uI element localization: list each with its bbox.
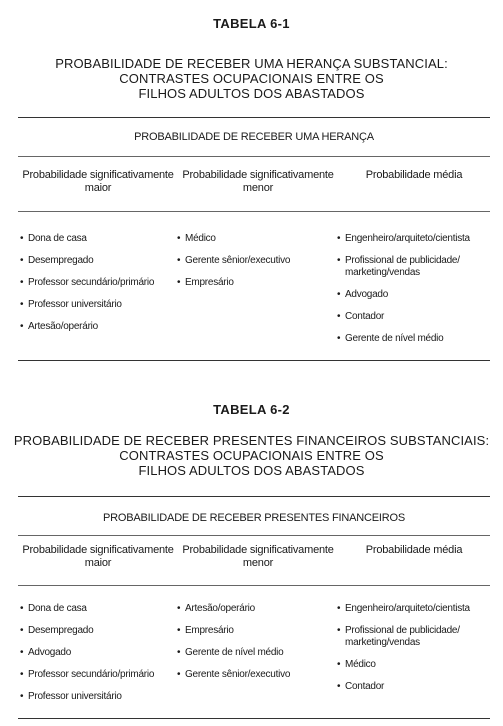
table-2-subhead: PROBABILIDADE DE RECEBER PRESENTES FINANCEIROS [103,512,405,524]
table-2-header-rule [18,585,490,586]
list-item: • Médico [177,233,327,245]
col-header-line: menor [242,182,274,194]
list-item: • Dona de casa [20,603,170,615]
table-2-col-header-average [338,544,490,557]
list-item: • Professor secundário/primário [20,277,170,289]
list-item: • Engenheiro/arquiteto/cientista [337,603,477,615]
list-item: • Advogado [20,647,170,659]
table-2-top-rule [18,496,490,497]
col-header-line: Probabilidade significativamente [22,544,174,556]
table-1-header-rule [18,211,490,212]
table-2-subhead-rule [18,535,490,536]
col-header-line: Probabilidade média [365,169,463,181]
table-2-col-header-lower [178,544,338,570]
list-item: • Contador [337,681,477,693]
list-item: • Contador [337,311,477,323]
list-item: • Médico [337,659,477,671]
table-2-list-higher [20,603,170,713]
col-header-line: Probabilidade significativamente [22,169,174,181]
table-1-subhead-rule [18,156,490,157]
table-1-list-higher [20,233,170,343]
list-item: • Gerente de nível médio [337,333,477,345]
list-item: • Desempregado [20,625,170,637]
table-2-heading-line: FILHOS ADULTOS DOS ABASTADOS [138,463,365,478]
list-item: • Empresário [177,625,327,637]
list-item: • Advogado [337,289,477,301]
list-item: • Desempregado [20,255,170,267]
table-1-list-lower [177,233,327,299]
list-item: • Dona de casa [20,233,170,245]
table-1-list-average [337,233,477,355]
table-1-heading-line: CONTRASTES OCUPACIONAIS ENTRE OS [119,71,384,86]
table-2-bottom-rule [18,718,490,719]
list-item: • Professor secundário/primário [20,669,170,681]
col-header-line: maior [84,557,112,569]
list-item: • Professor universitário [20,691,170,703]
table-1-title: TABELA 6-1 [213,16,290,31]
col-header-line: Probabilidade significativamente [182,544,334,556]
table-2-col-header-higher [18,544,178,570]
list-item: • Gerente sênior/executivo [177,255,327,267]
table-1-bottom-rule [18,360,490,361]
col-header-line: menor [242,557,274,569]
list-item: • Professor universitário [20,299,170,311]
table-1-heading-line: FILHOS ADULTOS DOS ABASTADOS [138,86,365,101]
table-2-title: TABELA 6-2 [213,402,290,417]
table-1-col-header-higher [18,169,178,195]
list-item: • Engenheiro/arquiteto/cientista [337,233,477,245]
table-1-top-rule [18,117,490,118]
table-1-col-header-lower [178,169,338,195]
table-1-heading [10,56,493,101]
list-item: • Profissional de publicidade/ marketing/vendas [337,625,477,649]
table-2-list-lower [177,603,327,691]
list-item: • Empresário [177,277,327,289]
list-item: • Artesão/operário [20,321,170,333]
col-header-line: Probabilidade média [365,544,463,556]
table-2-heading-line: CONTRASTES OCUPACIONAIS ENTRE OS [119,448,384,463]
table-1-subhead: PROBABILIDADE DE RECEBER UMA HERANÇA [134,131,374,143]
table-1-heading-line: PROBABILIDADE DE RECEBER UMA HERANÇA SUBSTANCIAL: [55,56,448,71]
col-header-line: Probabilidade significativamente [182,169,334,181]
table-2-list-average [337,603,477,703]
table-2-heading-line: PROBABILIDADE DE RECEBER PRESENTES FINANCEIROS SUBSTANCIAIS: [13,433,490,448]
list-item: • Profissional de publicidade/ marketing/vendas [337,255,477,279]
table-2-heading [10,433,493,478]
col-header-line: maior [84,182,112,194]
list-item: • Artesão/operário [177,603,327,615]
table-1-col-header-average [338,169,490,182]
list-item: • Gerente sênior/executivo [177,669,327,681]
list-item: • Gerente de nível médio [177,647,327,659]
